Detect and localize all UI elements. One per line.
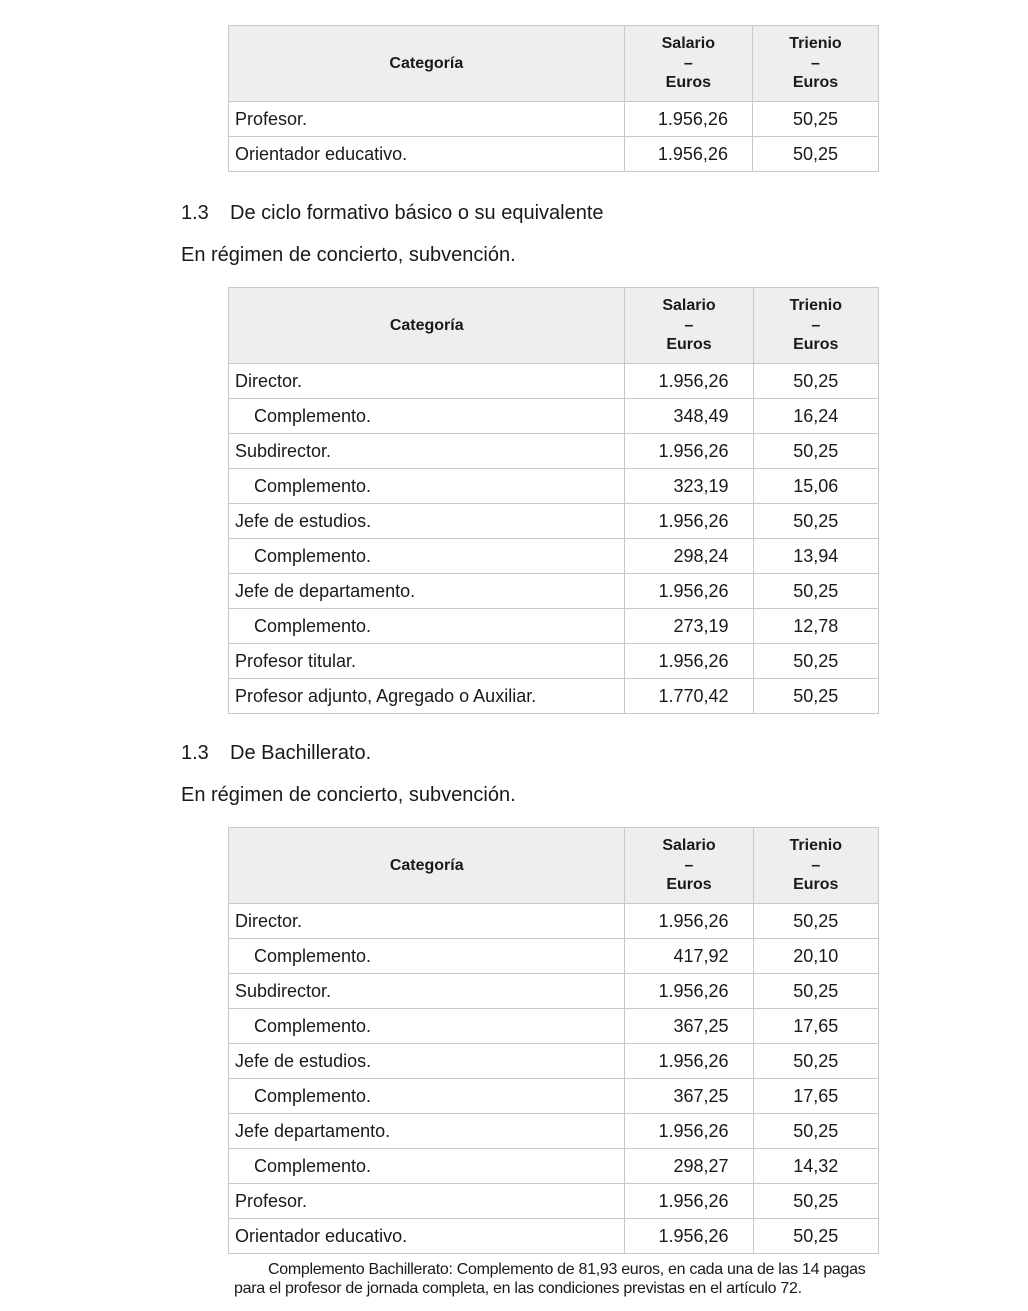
section-number: 1.3 <box>181 742 209 764</box>
cell-salario: 298,27 <box>625 1148 753 1183</box>
table-row <box>229 538 879 573</box>
cell-salario: 1.956,26 <box>625 363 753 398</box>
cell-salario: 367,25 <box>625 1078 753 1113</box>
regime-text: En régimen de concierto, subvención. <box>181 784 516 806</box>
cell-categoria: Complemento. <box>229 538 625 573</box>
cell-salario: 367,25 <box>625 1008 753 1043</box>
cell-categoria: Subdirector. <box>229 973 625 1008</box>
section-title: De Bachillerato. <box>230 742 372 764</box>
cell-trienio: 15,06 <box>753 468 878 503</box>
table-row <box>229 678 879 713</box>
cell-salario: 1.956,26 <box>625 903 753 938</box>
header-salario: Salario – Euros <box>625 288 753 364</box>
cell-categoria: Complemento. <box>229 468 625 503</box>
header-trienio: Trienio – Euros <box>752 26 878 102</box>
cell-trienio: 50,25 <box>753 1043 878 1078</box>
cell-categoria: Jefe de estudios. <box>229 1043 625 1078</box>
cell-salario: 1.956,26 <box>624 136 752 171</box>
cell-salario: 1.770,42 <box>625 678 753 713</box>
cell-categoria: Complemento. <box>229 1078 625 1113</box>
salary-table-ciclo-formativo <box>228 287 879 714</box>
cell-trienio: 50,25 <box>752 101 878 136</box>
table-row <box>229 1078 879 1113</box>
cell-trienio: 50,25 <box>753 678 878 713</box>
cell-trienio: 50,25 <box>753 503 878 538</box>
cell-salario: 348,49 <box>625 398 753 433</box>
table-row <box>229 903 879 938</box>
header-salario: Salario – Euros <box>624 26 752 102</box>
header-categoria: Categoría <box>229 828 625 904</box>
table-header-row <box>229 26 879 102</box>
header-categoria: Categoría <box>229 26 625 102</box>
section-title: De ciclo formativo básico o su equivalente <box>230 202 604 224</box>
table-row <box>229 433 879 468</box>
cell-salario: 1.956,26 <box>625 643 753 678</box>
table-row <box>229 938 879 973</box>
table-row <box>229 1218 879 1253</box>
header-salario: Salario – Euros <box>625 828 753 904</box>
cell-categoria: Jefe de departamento. <box>229 573 625 608</box>
salary-table-profesorado <box>228 25 879 172</box>
cell-trienio: 50,25 <box>753 903 878 938</box>
cell-trienio: 20,10 <box>753 938 878 973</box>
cell-trienio: 50,25 <box>753 433 878 468</box>
footnote-complemento-bachillerato: Complemento Bachillerato: Complemento de 81,93 euros, en cada una de las 14 pagas para el profesor de jornada completa, en las condiciones previstas en el artículo 72. <box>234 1261 866 1297</box>
cell-trienio: 17,65 <box>753 1008 878 1043</box>
cell-trienio: 50,25 <box>753 973 878 1008</box>
header-categoria: Categoría <box>229 288 625 364</box>
cell-categoria: Profesor adjunto, Agregado o Auxiliar. <box>229 678 625 713</box>
cell-trienio: 50,25 <box>753 573 878 608</box>
salary-table-bachillerato <box>228 827 879 1254</box>
section-heading-bachillerato <box>181 741 371 765</box>
table-header-row <box>229 828 879 904</box>
table-header-row <box>229 288 879 364</box>
table-row <box>229 973 879 1008</box>
cell-categoria: Complemento. <box>229 608 625 643</box>
cell-categoria: Director. <box>229 903 625 938</box>
table-row <box>229 1008 879 1043</box>
table-row <box>229 101 879 136</box>
header-trienio: Trienio – Euros <box>753 828 878 904</box>
table-row <box>229 398 879 433</box>
section-heading-ciclo-formativo <box>181 201 604 225</box>
section-number: 1.3 <box>181 202 209 224</box>
cell-trienio: 16,24 <box>753 398 878 433</box>
cell-salario: 1.956,26 <box>625 573 753 608</box>
regime-text: En régimen de concierto, subvención. <box>181 244 516 266</box>
cell-salario: 298,24 <box>625 538 753 573</box>
cell-trienio: 50,25 <box>753 643 878 678</box>
cell-categoria: Subdirector. <box>229 433 625 468</box>
cell-categoria: Orientador educativo. <box>229 136 625 171</box>
cell-salario: 1.956,26 <box>625 503 753 538</box>
cell-trienio: 50,25 <box>753 1183 878 1218</box>
table-row <box>229 503 879 538</box>
table-row <box>229 1148 879 1183</box>
cell-trienio: 50,25 <box>753 1113 878 1148</box>
cell-salario: 1.956,26 <box>624 101 752 136</box>
cell-trienio: 12,78 <box>753 608 878 643</box>
cell-trienio: 13,94 <box>753 538 878 573</box>
cell-salario: 1.956,26 <box>625 973 753 1008</box>
table-row <box>229 608 879 643</box>
table-row <box>229 1113 879 1148</box>
table-row <box>229 573 879 608</box>
cell-trienio: 50,25 <box>752 136 878 171</box>
cell-categoria: Director. <box>229 363 625 398</box>
table-row <box>229 136 879 171</box>
cell-trienio: 14,32 <box>753 1148 878 1183</box>
cell-categoria: Complemento. <box>229 1008 625 1043</box>
cell-trienio: 17,65 <box>753 1078 878 1113</box>
cell-categoria: Profesor titular. <box>229 643 625 678</box>
header-trienio: Trienio – Euros <box>753 288 878 364</box>
cell-salario: 1.956,26 <box>625 1218 753 1253</box>
table-row <box>229 468 879 503</box>
cell-salario: 417,92 <box>625 938 753 973</box>
cell-categoria: Complemento. <box>229 398 625 433</box>
cell-salario: 273,19 <box>625 608 753 643</box>
cell-salario: 323,19 <box>625 468 753 503</box>
table-row <box>229 643 879 678</box>
cell-salario: 1.956,26 <box>625 1043 753 1078</box>
cell-categoria: Profesor. <box>229 1183 625 1218</box>
table-row <box>229 1043 879 1078</box>
cell-categoria: Profesor. <box>229 101 625 136</box>
table-row <box>229 363 879 398</box>
table-row <box>229 1183 879 1218</box>
cell-categoria: Orientador educativo. <box>229 1218 625 1253</box>
cell-categoria: Complemento. <box>229 938 625 973</box>
cell-categoria: Jefe departamento. <box>229 1113 625 1148</box>
cell-salario: 1.956,26 <box>625 1183 753 1218</box>
cell-categoria: Jefe de estudios. <box>229 503 625 538</box>
cell-salario: 1.956,26 <box>625 433 753 468</box>
cell-categoria: Complemento. <box>229 1148 625 1183</box>
cell-trienio: 50,25 <box>753 1218 878 1253</box>
cell-trienio: 50,25 <box>753 363 878 398</box>
cell-salario: 1.956,26 <box>625 1113 753 1148</box>
